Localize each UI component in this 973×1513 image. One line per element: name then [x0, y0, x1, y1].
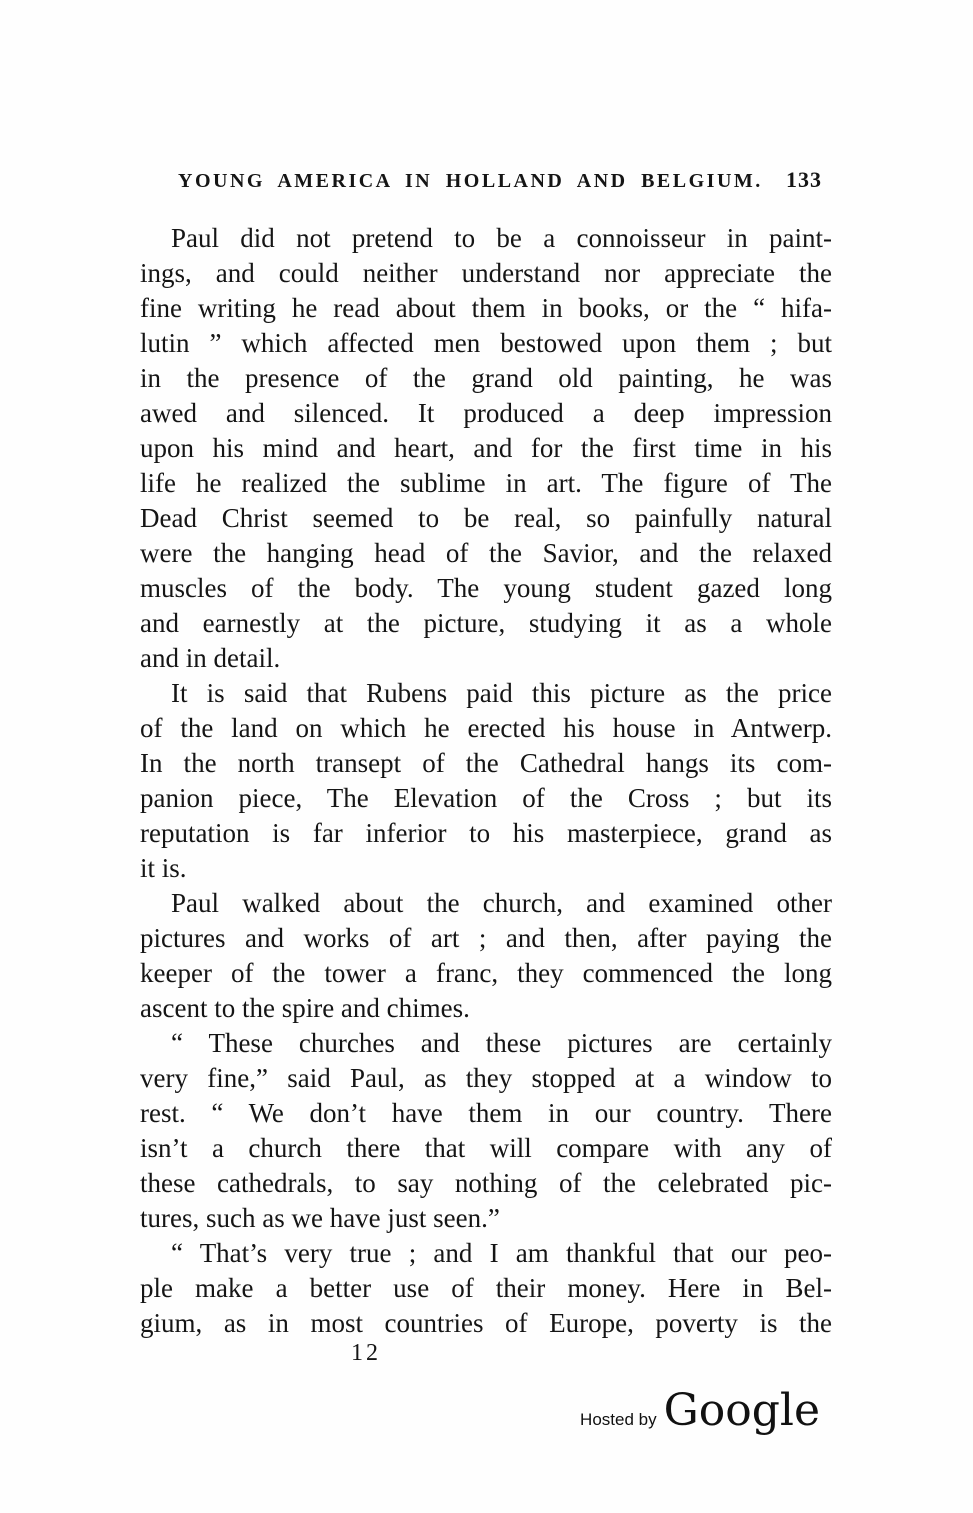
text-line: ple make a better use of their money. Here in Bel-	[140, 1273, 832, 1303]
text-line: ascent to the spire and chimes.	[140, 993, 470, 1023]
text-line: keeper of the tower a franc, they commenced the long	[140, 958, 832, 988]
text-line: reputation is far inferior to his masterpiece, grand as	[140, 818, 832, 848]
signature-mark: 12	[351, 1340, 381, 1366]
text-line: pictures and works of art ; and then, after paying the	[140, 923, 832, 953]
running-title: YOUNG AMERICA IN HOLLAND AND BELGIUM.	[178, 170, 763, 192]
text-line: very fine,” said Paul, as they stopped at a window to	[140, 1063, 832, 1093]
text-line: “ That’s very true ; and I am thankful that our peo-	[171, 1238, 832, 1268]
paragraph	[140, 1026, 832, 1236]
text-line: of the land on which he erected his house in Antwerp.	[140, 713, 832, 743]
text-line: awed and silenced. It produced a deep impression	[140, 398, 832, 428]
paragraph	[140, 886, 832, 1026]
body-text	[140, 221, 832, 1341]
text-line: tures, such as we have just seen.”	[140, 1203, 500, 1233]
paragraph	[140, 221, 832, 676]
text-line: it is.	[140, 853, 187, 883]
paragraph	[140, 1236, 832, 1341]
text-line: “ These churches and these pictures are certainly	[171, 1028, 832, 1058]
text-line: It is said that Rubens paid this picture as the price	[171, 678, 832, 708]
text-line: lutin ” which affected men bestowed upon them ; but	[140, 328, 832, 358]
text-line: Paul did not pretend to be a connoisseur in paint-	[171, 223, 832, 253]
text-line: life he realized the sublime in art. The figure of The	[140, 468, 832, 498]
text-line: and in detail.	[140, 643, 281, 673]
text-line: ings, and could neither understand nor appreciate the	[140, 258, 832, 288]
text-line: gium, as in most countries of Europe, poverty is the	[140, 1308, 832, 1338]
hosted-by-label: Hosted by	[580, 1410, 657, 1429]
text-line: Dead Christ seemed to be real, so painfully natural	[140, 503, 832, 533]
hosted-by-google-footer	[580, 1385, 820, 1436]
text-line: in the presence of the grand old painting, he was	[140, 363, 832, 393]
text-line: isn’t a church there that will compare with any of	[140, 1133, 832, 1163]
text-line: these cathedrals, to say nothing of the celebrated pic-	[140, 1168, 832, 1198]
text-line: In the north transept of the Cathedral hangs its com-	[140, 748, 832, 778]
text-line: rest. “ We don’t have them in our country. There	[140, 1098, 832, 1128]
page-number: 133	[786, 167, 822, 192]
running-head	[178, 167, 822, 193]
text-line: muscles of the body. The young student gazed long	[140, 573, 832, 603]
paragraph	[140, 676, 832, 886]
text-line: panion piece, The Elevation of the Cross ; but its	[140, 783, 832, 813]
text-line: were the hanging head of the Savior, and the relaxed	[140, 538, 832, 568]
google-logo: Google	[663, 1385, 820, 1436]
text-line: Paul walked about the church, and examined other	[171, 888, 832, 918]
text-line: upon his mind and heart, and for the first time in his	[140, 433, 832, 463]
text-line: fine writing he read about them in books, or the “ hifa-	[140, 293, 832, 323]
text-line: and earnestly at the picture, studying it as a whole	[140, 608, 832, 638]
